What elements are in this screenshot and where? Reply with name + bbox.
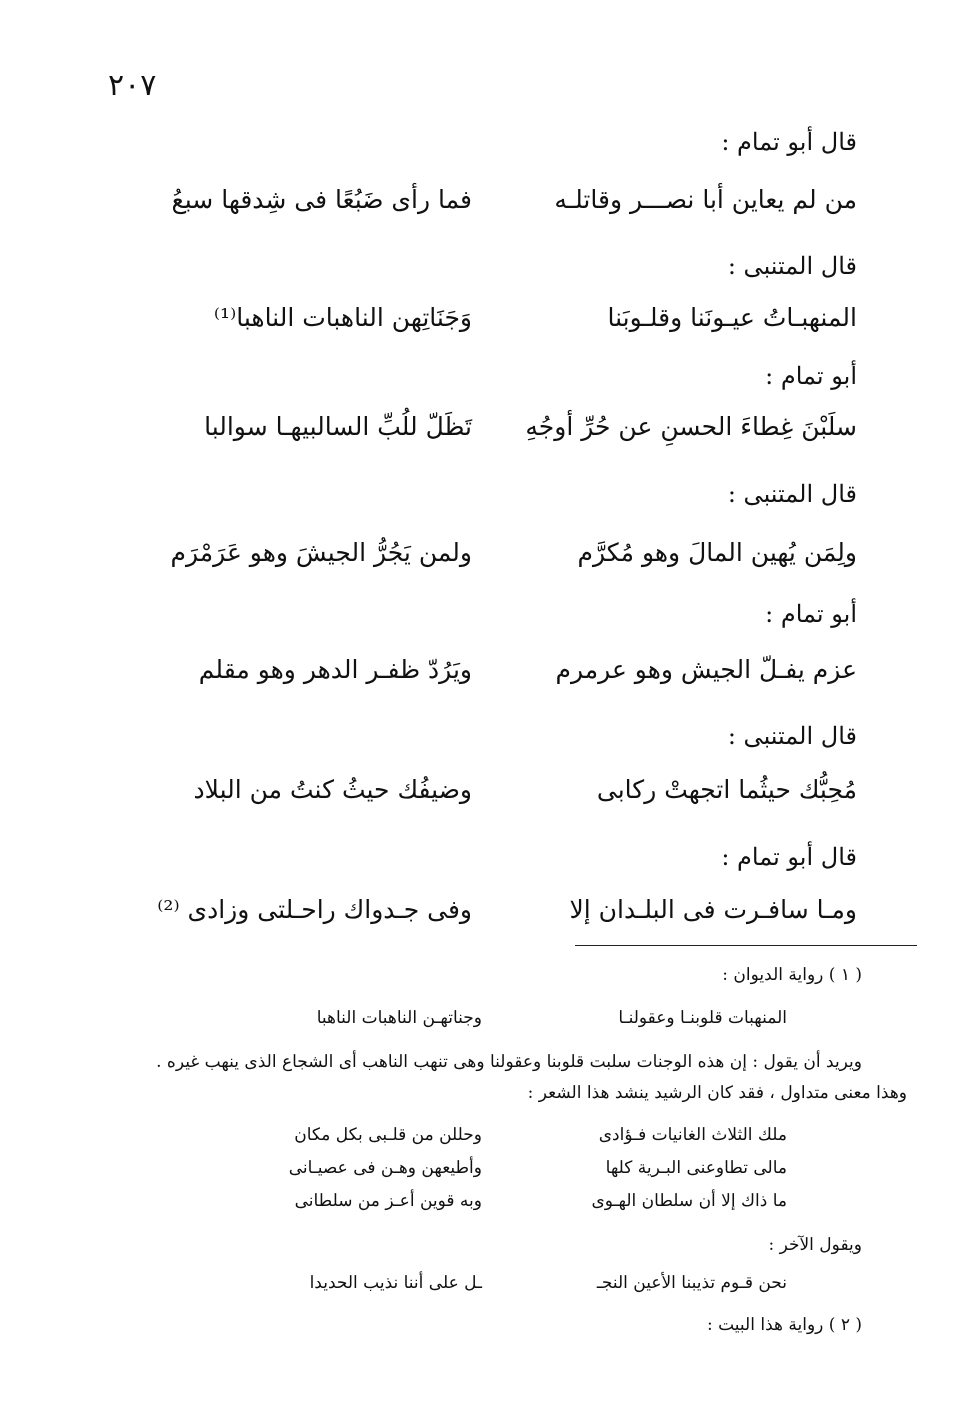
verse-hemistich-second: وَجَنَاتِهن الناهبات الناهبا⁽¹⁾ bbox=[213, 303, 472, 332]
footnote-verse bbox=[227, 1273, 787, 1299]
verse-hemistich-first: من لم يعاين أبا نصـــر وقاتلـه bbox=[554, 185, 857, 214]
verse-hemistich-first: نحن قـوم تذيبنا الأعين النجـ bbox=[596, 1273, 787, 1293]
verse-hemistich-first: ما ذاك إلا أن سلطان الهـوى bbox=[591, 1191, 787, 1211]
footnote-verse bbox=[227, 1158, 787, 1184]
poet-intro: أبو تمام : bbox=[765, 362, 857, 390]
verse-line bbox=[157, 775, 857, 815]
footnote-2-label: ( ٢ ) رواية هذا البيت : bbox=[706, 1315, 862, 1335]
verse-hemistich-first: ولِمَن يُهين المالَ وهو مُكرَّم bbox=[577, 538, 857, 567]
verse-hemistich-second: وبه قوين أعـز من سلطانى bbox=[294, 1191, 482, 1211]
verse-hemistich-second: وضيفُك حيثُ كنتُ من البلاد bbox=[193, 775, 472, 804]
verse-hemistich-first: المنهبـاتُ عيـونَنا وقلـوبَنا bbox=[607, 303, 857, 332]
footnote-explanation: وهذا معنى متداول ، فقد كان الرشيد ينشد هذا الشعر : bbox=[527, 1083, 907, 1103]
footnote-verse bbox=[227, 1008, 787, 1034]
poet-intro: أبو تمام : bbox=[765, 600, 857, 628]
verse-hemistich-first: ملك الثلاث الغانيات فـؤادى bbox=[598, 1125, 787, 1145]
poet-intro: قال المتنبى : bbox=[727, 722, 857, 750]
verse-hemistich-first: ومـا سافـرت فى البلـدان إلا bbox=[569, 895, 857, 924]
verse-hemistich-first: سلَبْنَ غِطاءَ الحسنِ عن حُرِّ أوجُهِ bbox=[525, 412, 857, 441]
verse-hemistich-second: وجناتهـن الناهبات الناهبا bbox=[316, 1008, 482, 1028]
poet-intro: قال المتنبى : bbox=[727, 480, 857, 508]
footnote-separator bbox=[575, 945, 917, 946]
footnote-verse bbox=[227, 1125, 787, 1151]
verse-hemistich-first: المنهبات قلوبنـا وعقولنـا bbox=[618, 1008, 787, 1028]
verse-hemistich-first: مُحِبُّك حيثُما اتجهتْ ركابى bbox=[596, 775, 857, 804]
verse-hemistich-second: ويَرُدّ ظفـر الدهر وهو مقلم bbox=[198, 655, 472, 684]
verse-hemistich-second: ـل على أننا نذيب الحديدا bbox=[309, 1273, 482, 1293]
verse-hemistich-second: تَظَلّ للُبِّ السالبيهـا سوالبا bbox=[204, 412, 472, 441]
verse-line bbox=[157, 655, 857, 695]
verse-line bbox=[157, 895, 857, 935]
poet-intro: قال المتنبى : bbox=[727, 252, 857, 280]
verse-hemistich-second: فما رأى ضَبُعًا فى شِدقها سبعُ bbox=[171, 185, 472, 214]
verse-line bbox=[157, 412, 857, 452]
verse-line bbox=[157, 185, 857, 225]
footnote-other-label: ويقول الآخر : bbox=[768, 1235, 862, 1255]
poet-intro: قال أبو تمام : bbox=[721, 128, 857, 156]
verse-line bbox=[157, 303, 857, 343]
verse-line bbox=[157, 538, 857, 578]
footnote-verse bbox=[227, 1191, 787, 1217]
verse-hemistich-second: وأطيعهن وهـن فى عصيـانى bbox=[288, 1158, 482, 1178]
footnote-explanation: ويريد أن يقول : إن هذه الوجنات سلبت قلوبنا وعقولنا وهى تنهب الناهب أى الشجاع الذى ينهب غيره . bbox=[156, 1052, 862, 1072]
poet-intro: قال أبو تمام : bbox=[721, 843, 857, 871]
verse-hemistich-first: عزم يفـلّ الجيش وهو عرمرم bbox=[555, 655, 857, 684]
footnote-1-label: ( ١ ) رواية الديوان : bbox=[722, 965, 862, 985]
verse-hemistich-second: وفى جـدواك راحـلتى وزادى ⁽²⁾ bbox=[157, 895, 472, 924]
page-number: ٢٠٧ bbox=[108, 68, 157, 103]
verse-hemistich-first: مالى تطاوعنى البـرية كلها bbox=[605, 1158, 787, 1178]
verse-hemistich-second: وحللن من قلـبى بكل مكان bbox=[294, 1125, 482, 1145]
verse-hemistich-second: ولمن يَجُرُّ الجيشَ وهو عَرَمْرَم bbox=[170, 538, 472, 567]
